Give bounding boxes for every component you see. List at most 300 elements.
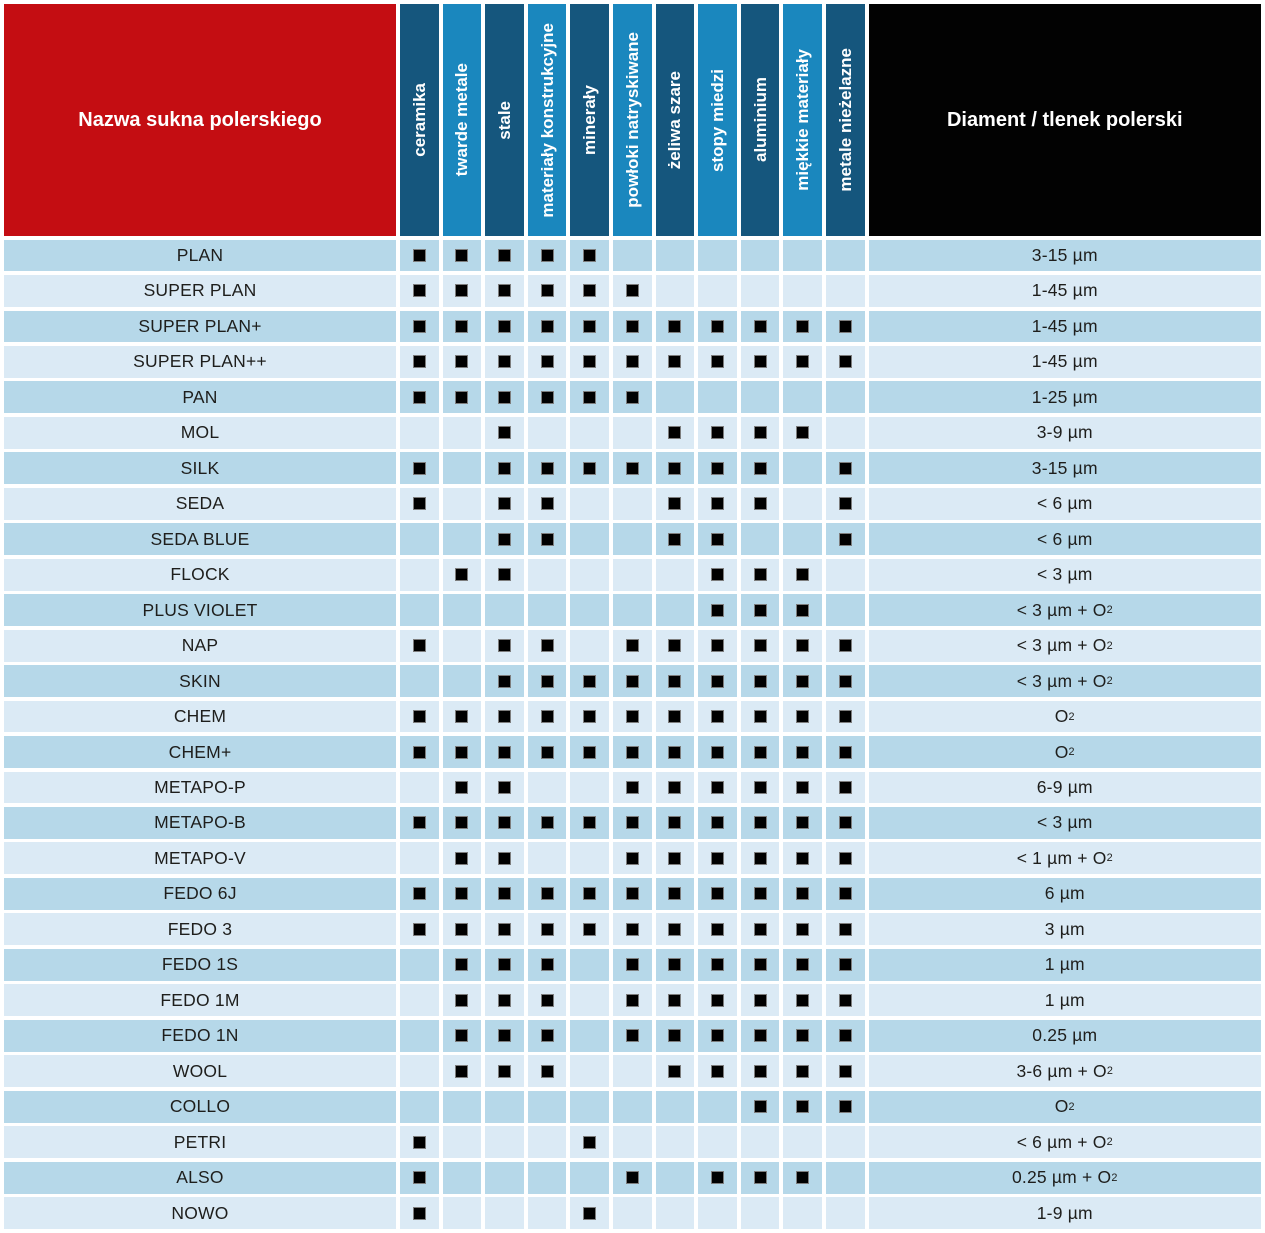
material-column-label: minerały: [580, 85, 600, 155]
mark-square-icon: [455, 852, 468, 865]
mark-square-icon: [796, 1029, 809, 1042]
mark-cell: [783, 807, 822, 839]
mark-square-icon: [541, 887, 554, 900]
mark-square-icon: [541, 320, 554, 333]
mark-cell: [783, 452, 822, 484]
mark-square-icon: [711, 1065, 724, 1078]
mark-cell: [783, 523, 822, 555]
mark-cell: [528, 523, 567, 555]
mark-cell: [443, 1020, 482, 1052]
mark-cell: [826, 417, 865, 449]
mark-cell: [570, 984, 609, 1016]
subscript-2: 2: [1106, 604, 1113, 617]
mark-cell: [443, 452, 482, 484]
mark-cell: [826, 1020, 865, 1052]
mark-cell: [656, 594, 695, 626]
mark-cell: [570, 1162, 609, 1194]
mark-cell: [443, 275, 482, 307]
mark-square-icon: [796, 675, 809, 688]
mark-square-icon: [583, 355, 596, 368]
mark-cell: [656, 701, 695, 733]
mark-square-icon: [541, 710, 554, 723]
mark-cell: [783, 1126, 822, 1158]
mark-square-icon: [839, 462, 852, 475]
mark-cell: [783, 1197, 822, 1229]
mark-square-icon: [455, 887, 468, 900]
mark-cell: [485, 1162, 524, 1194]
mark-cell: [570, 1055, 609, 1087]
mark-square-icon: [583, 746, 596, 759]
mark-square-icon: [754, 426, 767, 439]
mark-square-icon: [626, 746, 639, 759]
value-cell: < 6 µm: [869, 488, 1261, 520]
mark-cell: [783, 240, 822, 272]
value-cell: < 3 µm + O 2: [869, 594, 1261, 626]
mark-square-icon: [839, 923, 852, 936]
row-label: COLLO: [4, 1091, 396, 1123]
mark-cell: [400, 311, 439, 343]
mark-square-icon: [455, 781, 468, 794]
mark-cell: [783, 878, 822, 910]
mark-cell: [400, 559, 439, 591]
mark-cell: [783, 1162, 822, 1194]
mark-square-icon: [626, 675, 639, 688]
mark-cell: [400, 346, 439, 378]
subscript-2: 2: [1106, 1136, 1113, 1149]
mark-cell: [400, 807, 439, 839]
mark-cell: [570, 240, 609, 272]
mark-square-icon: [626, 887, 639, 900]
mark-cell: [656, 1126, 695, 1158]
mark-cell: [528, 701, 567, 733]
mark-square-icon: [626, 1171, 639, 1184]
mark-cell: [443, 913, 482, 945]
material-column-label: stale: [494, 100, 514, 140]
mark-cell: [741, 240, 780, 272]
mark-cell: [826, 488, 865, 520]
mark-cell: [656, 878, 695, 910]
mark-square-icon: [583, 675, 596, 688]
mark-square-icon: [796, 816, 809, 829]
mark-cell: [783, 275, 822, 307]
row-label: PLAN: [4, 240, 396, 272]
mark-cell: [698, 381, 737, 413]
material-column-header: [613, 4, 652, 236]
mark-cell: [783, 1020, 822, 1052]
mark-square-icon: [498, 533, 511, 546]
mark-cell: [570, 452, 609, 484]
mark-square-icon: [455, 710, 468, 723]
value-cell: 1 µm: [869, 949, 1261, 981]
mark-cell: [783, 559, 822, 591]
row-label: SUPER PLAN: [4, 275, 396, 307]
value-cell: < 3 µm + O 2: [869, 665, 1261, 697]
mark-cell: [400, 240, 439, 272]
mark-cell: [613, 1162, 652, 1194]
mark-cell: [400, 701, 439, 733]
mark-cell: [741, 1091, 780, 1123]
mark-square-icon: [839, 497, 852, 510]
mark-square-icon: [498, 462, 511, 475]
mark-square-icon: [668, 781, 681, 794]
mark-cell: [656, 240, 695, 272]
value-cell: < 1 µm + O 2: [869, 842, 1261, 874]
mark-cell: [741, 913, 780, 945]
mark-square-icon: [583, 320, 596, 333]
mark-cell: [528, 630, 567, 662]
mark-cell: [443, 1162, 482, 1194]
mark-cell: [485, 913, 524, 945]
row-label: NAP: [4, 630, 396, 662]
subscript-2: 2: [1106, 639, 1113, 652]
mark-square-icon: [541, 462, 554, 475]
mark-cell: [783, 984, 822, 1016]
mark-cell: [570, 772, 609, 804]
mark-square-icon: [541, 994, 554, 1007]
mark-cell: [570, 381, 609, 413]
mark-cell: [570, 736, 609, 768]
mark-cell: [826, 878, 865, 910]
mark-cell: [400, 913, 439, 945]
mark-square-icon: [541, 249, 554, 262]
mark-square-icon: [668, 355, 681, 368]
mark-cell: [783, 665, 822, 697]
mark-square-icon: [498, 1029, 511, 1042]
mark-cell: [443, 772, 482, 804]
mark-cell: [656, 807, 695, 839]
mark-square-icon: [498, 923, 511, 936]
subscript-2: 2: [1106, 1065, 1114, 1078]
mark-square-icon: [796, 355, 809, 368]
mark-cell: [485, 701, 524, 733]
material-column-label: żeliwa szare: [665, 70, 685, 170]
mark-cell: [485, 594, 524, 626]
mark-cell: [570, 1197, 609, 1229]
mark-cell: [826, 913, 865, 945]
row-label: PLUS VIOLET: [4, 594, 396, 626]
row-label: FEDO 1M: [4, 984, 396, 1016]
subscript-2: 2: [1106, 852, 1113, 865]
mark-cell: [826, 984, 865, 1016]
mark-square-icon: [583, 249, 596, 262]
mark-cell: [656, 913, 695, 945]
mark-square-icon: [541, 533, 554, 546]
mark-square-icon: [413, 746, 426, 759]
mark-cell: [613, 488, 652, 520]
mark-square-icon: [498, 497, 511, 510]
mark-square-icon: [711, 675, 724, 688]
mark-square-icon: [498, 391, 511, 404]
mark-square-icon: [711, 923, 724, 936]
mark-cell: [826, 275, 865, 307]
mark-square-icon: [498, 320, 511, 333]
mark-cell: [698, 842, 737, 874]
mark-square-icon: [839, 816, 852, 829]
mark-square-icon: [839, 533, 852, 546]
mark-square-icon: [754, 568, 767, 581]
mark-square-icon: [626, 852, 639, 865]
subscript-2: 2: [1111, 1171, 1118, 1184]
mark-square-icon: [796, 852, 809, 865]
mark-cell: [443, 488, 482, 520]
row-label: SILK: [4, 452, 396, 484]
mark-square-icon: [711, 604, 724, 617]
mark-cell: [528, 772, 567, 804]
mark-square-icon: [498, 568, 511, 581]
mark-cell: [443, 665, 482, 697]
mark-cell: [570, 665, 609, 697]
mark-square-icon: [455, 284, 468, 297]
mark-cell: [826, 949, 865, 981]
mark-cell: [400, 736, 439, 768]
material-column-header: [443, 4, 482, 236]
mark-square-icon: [711, 320, 724, 333]
value-cell: < 6 µm: [869, 523, 1261, 555]
row-label: FEDO 1S: [4, 949, 396, 981]
mark-cell: [570, 1126, 609, 1158]
mark-cell: [528, 1162, 567, 1194]
mark-square-icon: [839, 1065, 852, 1078]
mark-cell: [741, 701, 780, 733]
mark-square-icon: [455, 816, 468, 829]
material-column-label: powłoki natryskiwane: [622, 32, 642, 208]
mark-square-icon: [754, 887, 767, 900]
mark-square-icon: [413, 497, 426, 510]
mark-square-icon: [754, 320, 767, 333]
mark-cell: [741, 311, 780, 343]
mark-square-icon: [455, 746, 468, 759]
value-cell: O 2: [869, 701, 1261, 733]
mark-cell: [528, 878, 567, 910]
mark-square-icon: [754, 355, 767, 368]
value-cell: 3-15 µm: [869, 240, 1261, 272]
mark-cell: [741, 1055, 780, 1087]
mark-square-icon: [626, 355, 639, 368]
mark-square-icon: [583, 1207, 596, 1220]
mark-square-icon: [498, 781, 511, 794]
mark-cell: [400, 488, 439, 520]
mark-cell: [528, 807, 567, 839]
mark-cell: [741, 452, 780, 484]
mark-cell: [698, 346, 737, 378]
mark-cell: [698, 417, 737, 449]
mark-cell: [528, 311, 567, 343]
row-label: PAN: [4, 381, 396, 413]
mark-square-icon: [583, 710, 596, 723]
row-label: METAPO-P: [4, 772, 396, 804]
mark-cell: [400, 1020, 439, 1052]
row-label: SEDA BLUE: [4, 523, 396, 555]
value-cell: 0.25 µm + O 2: [869, 1162, 1261, 1194]
mark-square-icon: [668, 426, 681, 439]
mark-cell: [741, 594, 780, 626]
mark-cell: [528, 346, 567, 378]
value-cell: 6-9 µm: [869, 772, 1261, 804]
mark-square-icon: [498, 639, 511, 652]
mark-square-icon: [839, 320, 852, 333]
mark-square-icon: [455, 568, 468, 581]
value-cell: 1-25 µm: [869, 381, 1261, 413]
mark-square-icon: [413, 923, 426, 936]
mark-cell: [443, 842, 482, 874]
mark-cell: [613, 1091, 652, 1123]
mark-square-icon: [754, 746, 767, 759]
mark-cell: [741, 275, 780, 307]
mark-square-icon: [541, 355, 554, 368]
mark-cell: [528, 559, 567, 591]
mark-square-icon: [541, 746, 554, 759]
value-cell: 1-45 µm: [869, 275, 1261, 307]
mark-cell: [443, 559, 482, 591]
mark-cell: [613, 240, 652, 272]
row-label: CHEM+: [4, 736, 396, 768]
mark-cell: [528, 949, 567, 981]
mark-cell: [443, 878, 482, 910]
mark-cell: [783, 1055, 822, 1087]
mark-cell: [826, 665, 865, 697]
mark-square-icon: [668, 994, 681, 1007]
mark-cell: [613, 559, 652, 591]
mark-cell: [656, 1091, 695, 1123]
mark-cell: [656, 736, 695, 768]
row-label: SKIN: [4, 665, 396, 697]
mark-cell: [656, 772, 695, 804]
mark-square-icon: [541, 1065, 554, 1078]
mark-square-icon: [796, 426, 809, 439]
mark-cell: [613, 1055, 652, 1087]
mark-square-icon: [668, 887, 681, 900]
mark-cell: [698, 240, 737, 272]
mark-cell: [656, 346, 695, 378]
mark-cell: [400, 630, 439, 662]
mark-square-icon: [839, 1029, 852, 1042]
mark-cell: [443, 240, 482, 272]
mark-square-icon: [455, 320, 468, 333]
mark-cell: [741, 1197, 780, 1229]
mark-cell: [613, 452, 652, 484]
subscript-2: 2: [1068, 746, 1075, 759]
mark-cell: [528, 984, 567, 1016]
material-column-label: metale nieżelazne: [835, 48, 855, 192]
mark-cell: [698, 630, 737, 662]
mark-cell: [826, 736, 865, 768]
mark-cell: [400, 381, 439, 413]
mark-square-icon: [839, 639, 852, 652]
mark-cell: [741, 559, 780, 591]
material-column-label: aluminium: [750, 77, 770, 163]
mark-square-icon: [668, 1065, 681, 1078]
mark-cell: [741, 842, 780, 874]
mark-cell: [613, 523, 652, 555]
mark-square-icon: [668, 852, 681, 865]
mark-square-icon: [711, 497, 724, 510]
mark-cell: [613, 984, 652, 1016]
mark-square-icon: [668, 1029, 681, 1042]
material-column-header: [485, 4, 524, 236]
mark-cell: [656, 1197, 695, 1229]
value-cell: 3-6 µm + O 2: [869, 1055, 1261, 1087]
mark-cell: [443, 417, 482, 449]
mark-square-icon: [711, 568, 724, 581]
mark-cell: [613, 1126, 652, 1158]
mark-cell: [485, 452, 524, 484]
mark-square-icon: [583, 462, 596, 475]
mark-cell: [698, 772, 737, 804]
mark-square-icon: [796, 320, 809, 333]
row-label: FLOCK: [4, 559, 396, 591]
mark-cell: [783, 1091, 822, 1123]
mark-square-icon: [711, 958, 724, 971]
mark-square-icon: [796, 1100, 809, 1113]
mark-square-icon: [839, 958, 852, 971]
mark-cell: [443, 630, 482, 662]
mark-cell: [443, 701, 482, 733]
mark-cell: [613, 842, 652, 874]
mark-cell: [783, 594, 822, 626]
mark-cell: [485, 559, 524, 591]
mark-square-icon: [413, 249, 426, 262]
mark-cell: [613, 275, 652, 307]
mark-cell: [570, 878, 609, 910]
mark-square-icon: [754, 781, 767, 794]
value-cell: 3-15 µm: [869, 452, 1261, 484]
mark-cell: [570, 488, 609, 520]
mark-cell: [485, 275, 524, 307]
mark-cell: [485, 1197, 524, 1229]
row-label: METAPO-V: [4, 842, 396, 874]
mark-cell: [741, 878, 780, 910]
mark-square-icon: [583, 1136, 596, 1149]
mark-square-icon: [626, 284, 639, 297]
mark-square-icon: [711, 994, 724, 1007]
mark-cell: [783, 949, 822, 981]
mark-cell: [528, 736, 567, 768]
mark-cell: [485, 1126, 524, 1158]
mark-cell: [783, 701, 822, 733]
mark-cell: [613, 701, 652, 733]
mark-cell: [400, 1126, 439, 1158]
mark-cell: [698, 559, 737, 591]
mark-cell: [485, 842, 524, 874]
mark-cell: [570, 523, 609, 555]
mark-cell: [698, 878, 737, 910]
mark-cell: [783, 736, 822, 768]
mark-square-icon: [796, 923, 809, 936]
mark-cell: [570, 275, 609, 307]
mark-cell: [613, 736, 652, 768]
mark-cell: [400, 842, 439, 874]
mark-cell: [826, 523, 865, 555]
mark-square-icon: [754, 994, 767, 1007]
mark-cell: [400, 452, 439, 484]
mark-square-icon: [455, 355, 468, 368]
mark-cell: [485, 1020, 524, 1052]
mark-cell: [656, 381, 695, 413]
mark-cell: [528, 842, 567, 874]
material-column-header: [656, 4, 695, 236]
row-label: CHEM: [4, 701, 396, 733]
mark-square-icon: [541, 816, 554, 829]
material-column-label: ceramika: [409, 83, 429, 157]
abrasive-header: Diament / tlenek polerski: [869, 4, 1261, 236]
mark-cell: [698, 1197, 737, 1229]
mark-square-icon: [754, 710, 767, 723]
mark-cell: [400, 1091, 439, 1123]
mark-cell: [741, 736, 780, 768]
mark-square-icon: [839, 781, 852, 794]
mark-cell: [485, 523, 524, 555]
mark-cell: [485, 488, 524, 520]
